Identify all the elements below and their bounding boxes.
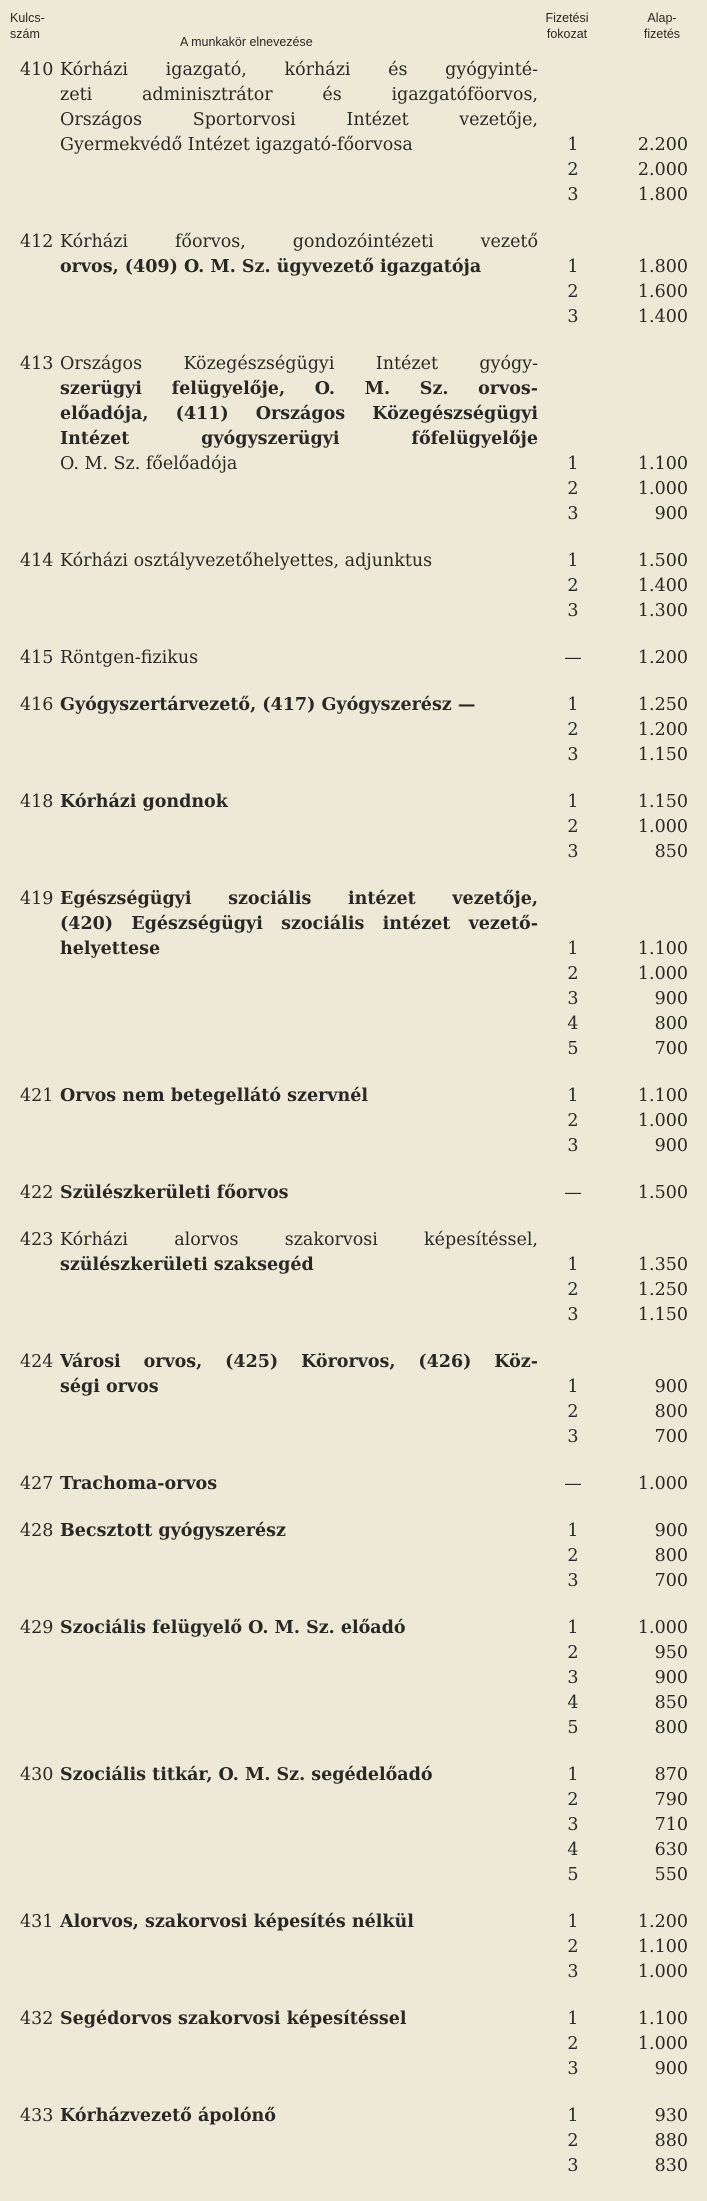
table-line — [0, 1863, 707, 1888]
base-salary: 1.800 — [637, 257, 688, 277]
base-salary: 1.800 — [637, 185, 688, 205]
base-salary: 1.150 — [637, 792, 688, 812]
pay-grade: 4 — [567, 1840, 579, 1860]
table-line — [0, 1109, 707, 1134]
base-salary: 950 — [654, 1643, 688, 1663]
job-title-line: Városi orvos, (425) Körorvos, (426) Köz- — [60, 1352, 538, 1372]
pay-grade: 1 — [567, 695, 579, 715]
table-line — [0, 887, 707, 912]
job-title-line: Gyermekvédő Intézet igazgató-főorvosa — [60, 135, 413, 155]
pay-grade: 2 — [567, 964, 579, 984]
job-title-line: Röntgen-fizikus — [60, 648, 199, 668]
table-line — [0, 1666, 707, 1691]
table-line — [0, 2032, 707, 2057]
base-salary: 1.200 — [637, 1912, 688, 1932]
base-salary: 1.200 — [637, 648, 688, 668]
base-salary: 1.150 — [637, 1305, 688, 1325]
job-code: 415 — [20, 648, 54, 668]
base-salary: 700 — [654, 1427, 688, 1447]
pay-grade: 1 — [567, 1618, 579, 1638]
base-salary: 1.000 — [637, 479, 688, 499]
pay-grade: 2 — [567, 576, 579, 596]
pay-grade: 3 — [567, 2156, 579, 2176]
base-salary: 800 — [654, 1014, 688, 1034]
pay-grade: 1 — [567, 551, 579, 571]
pay-grade: 2 — [567, 1402, 579, 1422]
pay-grade: 1 — [567, 2106, 579, 2126]
table-header — [10, 6, 699, 54]
table-entry — [0, 58, 707, 208]
table-line — [0, 1037, 707, 1062]
table-line — [0, 1134, 707, 1159]
job-title-line: orvos, (409) O. M. Sz. ügyvezető igazgatója — [60, 257, 482, 277]
table-entry — [0, 2104, 707, 2179]
job-code: 412 — [20, 232, 54, 252]
job-code: 433 — [20, 2106, 54, 2126]
base-salary: 1.000 — [637, 2034, 688, 2054]
pay-grade: 1 — [567, 1086, 579, 1106]
base-salary: 1.300 — [637, 601, 688, 621]
base-salary: 1.400 — [637, 307, 688, 327]
job-code: 424 — [20, 1352, 54, 1372]
table-line — [0, 1616, 707, 1641]
job-code: 423 — [20, 1230, 54, 1250]
job-code: 427 — [20, 1474, 54, 1494]
base-salary: 1.000 — [637, 1111, 688, 1131]
table-line — [0, 912, 707, 937]
table-line — [0, 1303, 707, 1328]
pay-grade: 3 — [567, 504, 579, 524]
table-line — [0, 1181, 707, 1206]
base-salary: 1.100 — [637, 1086, 688, 1106]
table-line — [0, 718, 707, 743]
base-salary: 900 — [654, 1668, 688, 1688]
pay-grade: 1 — [567, 1912, 579, 1932]
table-line — [0, 1813, 707, 1838]
base-salary: 930 — [654, 2106, 688, 2126]
job-title-line: szerügyi felügyelője, O. M. Sz. orvos- — [60, 379, 538, 399]
table-line — [0, 987, 707, 1012]
table-entry — [0, 887, 707, 1062]
table-line — [0, 1425, 707, 1450]
base-salary: 2.000 — [637, 160, 688, 180]
base-salary: 800 — [654, 1402, 688, 1422]
pay-grade: 2 — [567, 160, 579, 180]
table-entry — [0, 1910, 707, 1985]
table-line — [0, 58, 707, 83]
base-salary: 700 — [654, 1039, 688, 1059]
table-line — [0, 1569, 707, 1594]
base-salary: 1.200 — [637, 720, 688, 740]
job-title-line: előadója, (411) Országos Közegészségügyi — [60, 404, 538, 424]
table-line — [0, 646, 707, 671]
job-title-line: Szociális felügyelő O. M. Sz. előadó — [60, 1618, 406, 1638]
pay-grade: 2 — [567, 1546, 579, 1566]
pay-grade: 3 — [567, 1962, 579, 1982]
base-salary: 790 — [654, 1790, 688, 1810]
base-salary: 900 — [654, 989, 688, 1009]
pay-grade: 2 — [567, 282, 579, 302]
pay-grade: 3 — [567, 1668, 579, 1688]
pay-grade: 3 — [567, 307, 579, 327]
table-entry — [0, 1472, 707, 1497]
table-line — [0, 1375, 707, 1400]
table-entry — [0, 549, 707, 624]
table-entry — [0, 1519, 707, 1594]
table-line — [0, 2007, 707, 2032]
table-entry — [0, 693, 707, 768]
table-line — [0, 452, 707, 477]
table-line — [0, 1691, 707, 1716]
pay-grade: 3 — [567, 2059, 579, 2079]
base-salary: 1.000 — [637, 1618, 688, 1638]
job-title-line: Szülészkerületi főorvos — [60, 1183, 289, 1203]
pay-grade: 4 — [567, 1014, 579, 1034]
pay-grade: 1 — [567, 939, 579, 959]
job-title-line: Orvos nem betegellátó szervnél — [60, 1086, 368, 1106]
pay-grade: 3 — [567, 1136, 579, 1156]
job-code: 430 — [20, 1765, 54, 1785]
job-code: 421 — [20, 1086, 54, 1106]
table-line — [0, 693, 707, 718]
table-line — [0, 1544, 707, 1569]
table-line — [0, 230, 707, 255]
table-line — [0, 108, 707, 133]
pay-grade: — — [564, 1183, 582, 1203]
table-entry — [0, 1616, 707, 1741]
table-line — [0, 1838, 707, 1863]
table-line — [0, 1472, 707, 1497]
job-title-line: Becsztott gyógyszerész — [60, 1521, 286, 1541]
pay-grade: 5 — [567, 1039, 579, 1059]
table-entry — [0, 1181, 707, 1206]
job-code: 432 — [20, 2009, 54, 2029]
base-salary: 1.600 — [637, 282, 688, 302]
table-line — [0, 2057, 707, 2082]
table-line — [0, 2129, 707, 2154]
job-title-line: helyettese — [60, 939, 161, 959]
base-salary: 1.000 — [637, 1962, 688, 1982]
job-code: 429 — [20, 1618, 54, 1638]
base-salary: 830 — [654, 2156, 688, 2176]
base-salary: 1.100 — [637, 939, 688, 959]
pay-grade: 3 — [567, 1427, 579, 1447]
job-title-line: O. M. Sz. főelőadója — [60, 454, 238, 474]
table-entry — [0, 1350, 707, 1450]
pay-grade: 2 — [567, 1111, 579, 1131]
job-code: 416 — [20, 695, 54, 715]
job-code: 428 — [20, 1521, 54, 1541]
base-salary: 2.200 — [637, 135, 688, 155]
table-line — [0, 352, 707, 377]
base-salary: 1.100 — [637, 2009, 688, 2029]
job-title-line: zeti adminisztrátor és igazgatóföorvos, — [60, 85, 538, 105]
base-salary: 800 — [654, 1546, 688, 1566]
base-salary: 900 — [654, 1521, 688, 1541]
job-code: 422 — [20, 1183, 54, 1203]
table-line — [0, 549, 707, 574]
job-title-line: ségi orvos — [60, 1377, 159, 1397]
base-salary: 1.250 — [637, 1280, 688, 1300]
table-line — [0, 1716, 707, 1741]
job-title-line: Országos Sportorvosi Intézet vezetője, — [60, 110, 538, 130]
job-title-line: Kórházi főorvos, gondozóintézeti vezető — [60, 232, 538, 252]
base-salary: 850 — [654, 1693, 688, 1713]
job-code: 413 — [20, 354, 54, 374]
pay-grade: 3 — [567, 601, 579, 621]
pay-grade: 1 — [567, 1765, 579, 1785]
pay-grade: 1 — [567, 1377, 579, 1397]
table-entry — [0, 646, 707, 671]
table-line — [0, 183, 707, 208]
table-line — [0, 1763, 707, 1788]
table-entry — [0, 1084, 707, 1159]
pay-grade: 4 — [567, 1693, 579, 1713]
table-line — [0, 2154, 707, 2179]
base-salary: 1.400 — [637, 576, 688, 596]
base-salary: 870 — [654, 1765, 688, 1785]
job-title-line: Egészségügyi szociális intézet vezetője, — [60, 889, 538, 909]
base-salary: 1.150 — [637, 745, 688, 765]
job-title-line: Kórházi alorvos szakorvosi képesítéssel, — [60, 1230, 538, 1250]
job-title-line: Alorvos, szakorvosi képesítés nélkül — [60, 1912, 414, 1932]
table-line — [0, 815, 707, 840]
base-salary: 1.000 — [637, 964, 688, 984]
table-entry — [0, 352, 707, 527]
base-salary: 1.500 — [637, 551, 688, 571]
table-line — [0, 1400, 707, 1425]
pay-grade: 5 — [567, 1865, 579, 1885]
table-entry — [0, 2007, 707, 2082]
base-salary: 900 — [654, 1377, 688, 1397]
pay-grade: 2 — [567, 2131, 579, 2151]
pay-grade: 1 — [567, 2009, 579, 2029]
base-salary: 900 — [654, 504, 688, 524]
base-salary: 700 — [654, 1571, 688, 1591]
job-title-line: Segédorvos szakorvosi képesítéssel — [60, 2009, 407, 2029]
base-salary: 900 — [654, 1136, 688, 1156]
base-salary: 1.250 — [637, 695, 688, 715]
code-column-header: Kulcs- szám — [10, 11, 45, 41]
pay-grade: 1 — [567, 1255, 579, 1275]
pay-grade: 3 — [567, 842, 579, 862]
base-salary: 1.000 — [637, 817, 688, 837]
base-salary: 850 — [654, 842, 688, 862]
table-line — [0, 377, 707, 402]
job-title-line: Kórházi osztályvezetőhelyettes, adjunktus — [60, 551, 433, 571]
pay-grade: 3 — [567, 185, 579, 205]
table-entry — [0, 790, 707, 865]
pay-grade: 2 — [567, 479, 579, 499]
job-code: 419 — [20, 889, 54, 909]
base-salary: 880 — [654, 2131, 688, 2151]
table-entry — [0, 1763, 707, 1888]
table-line — [0, 1641, 707, 1666]
salary-table — [0, 58, 707, 2201]
table-line — [0, 1084, 707, 1109]
base-salary: 800 — [654, 1718, 688, 1738]
pay-grade: 3 — [567, 1815, 579, 1835]
grade-column-header: Fizetési fokozat — [545, 11, 589, 41]
job-title-line: Intézet gyógyszerügyi főfelügyelője — [60, 429, 538, 449]
base-salary: 630 — [654, 1840, 688, 1860]
pay-grade: 2 — [567, 1790, 579, 1810]
pay-grade: 2 — [567, 1937, 579, 1957]
table-line — [0, 133, 707, 158]
pay-grade: 1 — [567, 1521, 579, 1541]
pay-grade: 2 — [567, 817, 579, 837]
job-title-line: Gyógyszertárvezető, (417) Gyógyszerész — — [60, 695, 476, 715]
table-line — [0, 962, 707, 987]
pay-grade: 3 — [567, 1571, 579, 1591]
table-line — [0, 790, 707, 815]
pay-grade: 1 — [567, 135, 579, 155]
title-column-header: A munkakör elnevezése — [180, 35, 313, 49]
table-line — [0, 743, 707, 768]
job-title-line: Trachoma-orvos — [60, 1474, 218, 1494]
job-code: 431 — [20, 1912, 54, 1932]
pay-grade: — — [564, 648, 582, 668]
job-code: 418 — [20, 792, 54, 812]
table-line — [0, 1278, 707, 1303]
table-line — [0, 1350, 707, 1375]
base-salary: 1.100 — [637, 1937, 688, 1957]
job-code: 410 — [20, 60, 54, 80]
table-line — [0, 1788, 707, 1813]
table-line — [0, 477, 707, 502]
table-line — [0, 840, 707, 865]
table-line — [0, 2104, 707, 2129]
table-line — [0, 574, 707, 599]
pay-grade: 2 — [567, 2034, 579, 2054]
job-title-line: Kórházi igazgató, kórházi és gyógyinté- — [60, 60, 538, 80]
job-code: 414 — [20, 551, 54, 571]
table-entry — [0, 230, 707, 330]
table-line — [0, 1012, 707, 1037]
base-salary: 1.000 — [637, 1474, 688, 1494]
table-line — [0, 1253, 707, 1278]
table-line — [0, 402, 707, 427]
base-salary: 710 — [654, 1815, 688, 1835]
pay-grade: 3 — [567, 989, 579, 1009]
job-title-line: Kórházvezető ápolónő — [60, 2106, 276, 2126]
base-salary: 1.100 — [637, 454, 688, 474]
pay-grade: 1 — [567, 454, 579, 474]
table-line — [0, 1935, 707, 1960]
base-salary: 1.350 — [637, 1255, 688, 1275]
job-title-line: szülészkerületi szaksegéd — [60, 1255, 314, 1275]
table-line — [0, 937, 707, 962]
pay-grade: 3 — [567, 745, 579, 765]
pay-grade: 1 — [567, 257, 579, 277]
job-title-line: Kórházi gondnok — [60, 792, 228, 812]
base-salary: 550 — [654, 1865, 688, 1885]
base-salary: 900 — [654, 2059, 688, 2079]
table-line — [0, 255, 707, 280]
salary-column-header: Alap- fizetés — [643, 11, 681, 41]
job-title-line: Országos Közegészségügyi Intézet gyógy- — [60, 354, 538, 374]
table-line — [0, 502, 707, 527]
table-line — [0, 1228, 707, 1253]
base-salary: 1.500 — [637, 1183, 688, 1203]
table-line — [0, 83, 707, 108]
pay-grade: 5 — [567, 1718, 579, 1738]
table-line — [0, 280, 707, 305]
table-entry — [0, 1228, 707, 1328]
table-line — [0, 599, 707, 624]
pay-grade: 2 — [567, 1280, 579, 1300]
table-line — [0, 1960, 707, 1985]
pay-grade: 2 — [567, 720, 579, 740]
table-line — [0, 427, 707, 452]
job-title-line: Szociális titkár, O. M. Sz. segédelőadó — [60, 1765, 433, 1785]
pay-grade: 1 — [567, 792, 579, 812]
table-line — [0, 1910, 707, 1935]
job-title-line: (420) Egészségügyi szociális intézet vezető- — [60, 914, 538, 934]
table-line — [0, 305, 707, 330]
table-line — [0, 158, 707, 183]
pay-grade: — — [564, 1474, 582, 1494]
table-line — [0, 1519, 707, 1544]
pay-grade: 3 — [567, 1305, 579, 1325]
pay-grade: 2 — [567, 1643, 579, 1663]
